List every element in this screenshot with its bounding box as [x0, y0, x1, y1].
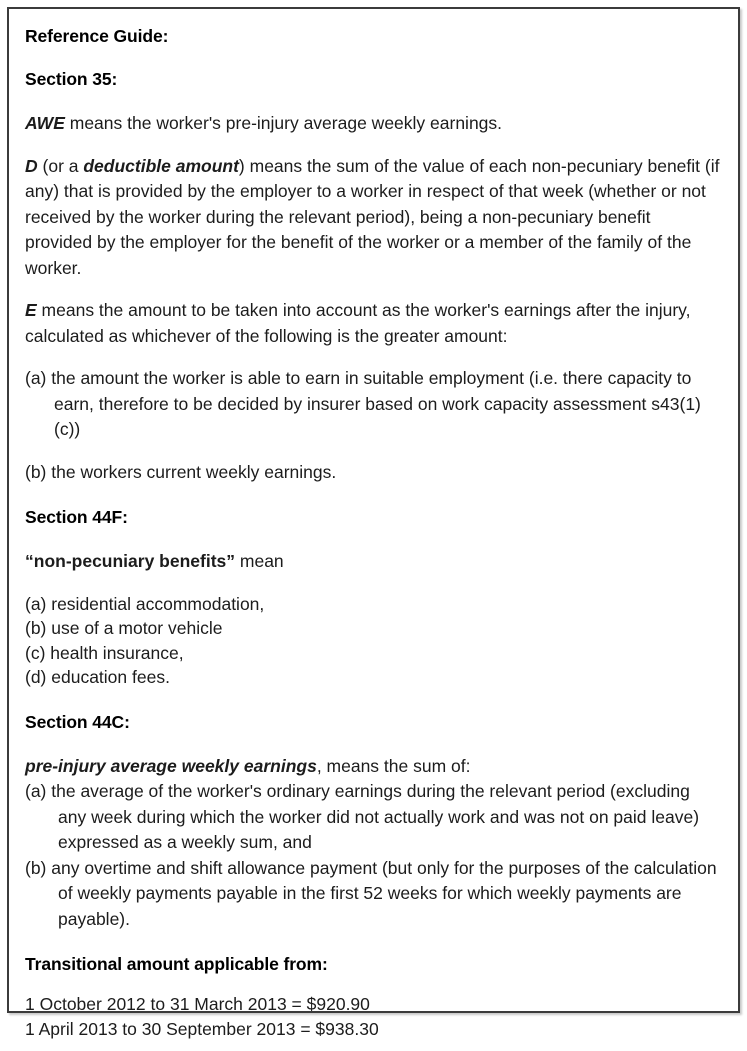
definition-text-piawe: , means the sum of: [316, 755, 471, 776]
spacer [25, 485, 720, 506]
section-heading-44f: Section 44F: [25, 507, 128, 527]
spacer [25, 975, 720, 992]
definition-term-awe: AWE [25, 113, 65, 133]
definition-text-non-pecuniary-benefits: mean [235, 551, 284, 571]
spacer [25, 47, 720, 68]
definition-term-e: E [25, 300, 37, 320]
definition-term-d: D [25, 155, 38, 176]
list-item: (b) use of a motor vehicle [25, 618, 223, 638]
list-item: (a) the amount the worker is able to earn in suitable employment (i.e. there capacity to earn, therefore to be decided by insurer based on work capacity assessment s43(1)(c)) [25, 368, 701, 439]
document-body [9, 9, 738, 1051]
spacer [25, 281, 720, 298]
spacer [25, 528, 720, 549]
transitional-row: 1 April 2013 to 30 September 2013 = $938.30 [25, 1018, 379, 1039]
spacer [25, 443, 720, 460]
definition-term-piawe: pre-injury average weekly earnings [25, 755, 317, 776]
definition-awe [25, 111, 720, 137]
section-heading-35: Section 35: [25, 69, 118, 89]
spacer [25, 349, 720, 366]
spacer [25, 690, 720, 711]
definition-text-e: means the amount to be taken into account as the worker's earnings after the injury, calculated as whichever of the following is the greater amount: [25, 300, 691, 346]
definition-text-awe: means the worker's pre-injury average weekly earnings. [64, 113, 503, 133]
reference-guide-document [7, 7, 740, 1039]
definition-e [25, 298, 720, 349]
transitional-heading: Transitional amount applicable from: [25, 954, 328, 974]
definition-piawe [25, 754, 720, 780]
list-item: (d) education fees. [25, 667, 170, 687]
list-item: (b) the workers current weekly earnings. [25, 461, 337, 482]
list-item: (a) residential accommodation, [25, 593, 265, 614]
spacer [25, 137, 720, 154]
document-title: Reference Guide: [25, 26, 169, 46]
definition-d-prefix: (or a [37, 155, 84, 176]
section-heading-44c: Section 44C: [25, 711, 130, 732]
definition-text-d: ) means the sum of the value of each non-pecuniary benefit (if any) that is provided by the employer to a worker in respect of that week (whether or not received by the worker during the relevant period), being a non-pecuniary benefit provided by the employer for the benefit of the worker or a member of the family of the worker. [25, 155, 720, 278]
definition-inline-term-deductible-amount: deductible amount [83, 155, 239, 176]
spacer [25, 575, 720, 592]
spacer [25, 932, 720, 953]
list-item: (b) any overtime and shift allowance payment (but only for the purposes of the calculation of weekly payments payable in the first 52 weeks for which weekly payments are payable). [25, 857, 717, 929]
list-item: (a) the average of the worker's ordinary earnings during the relevant period (excluding any week during which the worker did not actually work and was not on paid leave) expressed as a weekly sum, and [25, 781, 700, 852]
definition-non-pecuniary-benefits [25, 549, 720, 575]
list-item: (c) health insurance, [25, 642, 184, 663]
spacer [25, 90, 720, 111]
definition-term-non-pecuniary-benefits: “non-pecuniary benefits” [25, 551, 236, 571]
transitional-row: 1 October 2012 to 31 March 2013 = $920.90 [25, 994, 370, 1014]
definition-d [25, 154, 720, 282]
spacer [25, 733, 720, 754]
